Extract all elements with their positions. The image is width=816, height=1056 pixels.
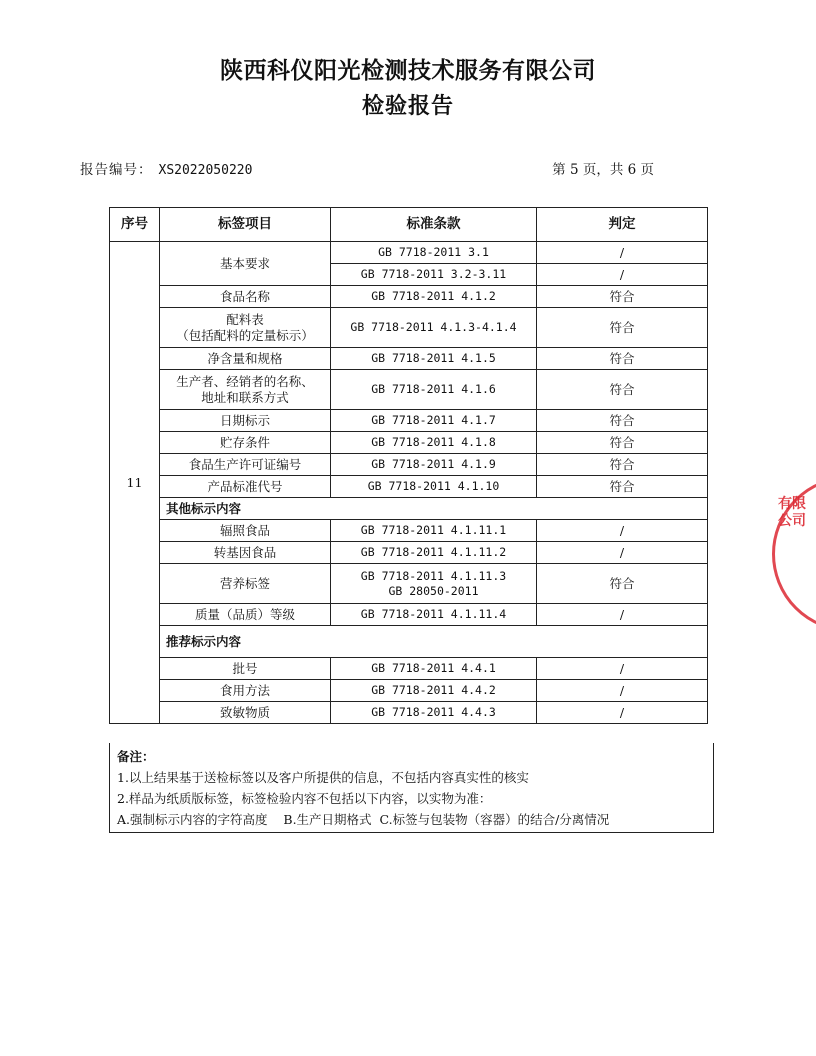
- item-cell: 质量（品质）等级: [160, 604, 331, 626]
- table-row: [110, 242, 708, 264]
- clause-cell: GB 7718-2011 4.1.7: [331, 410, 537, 432]
- report-number-value: XS2022050220: [158, 163, 253, 178]
- company-name: 陕西科仪阳光检测技术服务有限公司: [220, 58, 596, 84]
- item-line: （包括配料的定量标示）: [176, 327, 314, 343]
- judge-cell: /: [537, 264, 708, 286]
- section-title-other: 其他标示内容: [160, 498, 708, 520]
- judge-cell: /: [537, 604, 708, 626]
- item-cell: 基本要求: [160, 242, 331, 286]
- judge-cell: 符合: [537, 564, 708, 604]
- judge-cell: 符合: [537, 476, 708, 498]
- clause-cell: GB 7718-2011 4.1.11.2: [331, 542, 537, 564]
- judge-cell: 符合: [537, 348, 708, 370]
- note-line: 1.以上结果基于送检标签以及客户所提供的信息，不包括内容真实性的核实: [117, 770, 529, 785]
- clause-cell: GB 7718-2011 4.1.9: [331, 454, 537, 476]
- clause-line: GB 28050-2011: [388, 583, 479, 598]
- judge-cell: /: [537, 702, 708, 724]
- note-line: 2.样品为纸质版标签，标签检验内容不包括以下内容，以实物为准：: [117, 791, 492, 806]
- official-seal-text: 有限公司: [778, 496, 806, 529]
- item-cell: 转基因食品: [160, 542, 331, 564]
- clause-cell: GB 7718-2011 4.1.3-4.1.4: [331, 308, 537, 348]
- table-row: [110, 348, 708, 370]
- clause-cell: GB 7718-2011 4.1.11.4: [331, 604, 537, 626]
- section-row-other: [110, 498, 708, 520]
- table-row: [110, 476, 708, 498]
- judge-cell: 符合: [537, 308, 708, 348]
- table-row: [110, 658, 708, 680]
- item-cell: 净含量和规格: [160, 348, 331, 370]
- notes-title: 备注：: [117, 749, 155, 764]
- table-row: [110, 432, 708, 454]
- inspection-table: [109, 207, 708, 724]
- item-cell: 贮存条件: [160, 432, 331, 454]
- clause-cell: GB 7718-2011 4.1.11.1: [331, 520, 537, 542]
- section-title-recommended: 推荐标示内容: [160, 626, 708, 658]
- document-title: 检验报告: [361, 94, 454, 119]
- header-item: 标签项目: [160, 208, 331, 242]
- notes-box: [109, 743, 714, 833]
- judge-cell: /: [537, 242, 708, 264]
- item-cell: [160, 370, 331, 410]
- clause-cell: GB 7718-2011 4.1.5: [331, 348, 537, 370]
- clause-cell: GB 7718-2011 3.2-3.11: [331, 264, 537, 286]
- item-line: 地址和联系方式: [201, 389, 289, 405]
- item-cell: 批号: [160, 658, 331, 680]
- item-cell: 食品生产许可证编号: [160, 454, 331, 476]
- judge-cell: 符合: [537, 454, 708, 476]
- item-cell: [160, 308, 331, 348]
- item-cell: 营养标签: [160, 564, 331, 604]
- clause-line: GB 7718-2011 4.1.11.3: [360, 569, 507, 584]
- item-cell: 食用方法: [160, 680, 331, 702]
- item-cell: 致敏物质: [160, 702, 331, 724]
- clause-cell: GB 7718-2011 4.4.2: [331, 680, 537, 702]
- judge-cell: 符合: [537, 432, 708, 454]
- table-row: [110, 542, 708, 564]
- item-line: 生产者、经销者的名称、: [176, 373, 314, 389]
- clause-cell: GB 7718-2011 4.1.2: [331, 286, 537, 308]
- judge-cell: /: [537, 542, 708, 564]
- table-row: [110, 286, 708, 308]
- note-line: A.强制标示内容的字符高度 B.生产日期格式 C.标签与包装物（容器）的结合/分离情况: [117, 812, 610, 827]
- judge-cell: 符合: [537, 286, 708, 308]
- header-judge: 判定: [537, 208, 708, 242]
- item-line: 配料表: [226, 311, 264, 327]
- item-cell: 辐照食品: [160, 520, 331, 542]
- table-row: [110, 520, 708, 542]
- judge-cell: /: [537, 658, 708, 680]
- table-row: [110, 410, 708, 432]
- clause-cell: [331, 564, 537, 604]
- table-row: [110, 680, 708, 702]
- clause-cell: GB 7718-2011 4.4.1: [331, 658, 537, 680]
- clause-cell: GB 7718-2011 4.1.10: [331, 476, 537, 498]
- table-header-row: [110, 208, 708, 242]
- table-row: [110, 308, 708, 348]
- clause-cell: GB 7718-2011 4.1.6: [331, 370, 537, 410]
- section-row-recommended: [110, 626, 708, 658]
- clause-cell: GB 7718-2011 4.1.8: [331, 432, 537, 454]
- clause-cell: GB 7718-2011 4.4.3: [331, 702, 537, 724]
- table-row: [110, 564, 708, 604]
- page-info: 第 5 页，共 6 页: [552, 162, 654, 178]
- table-row: [110, 702, 708, 724]
- judge-cell: /: [537, 680, 708, 702]
- seq-cell: 11: [110, 242, 160, 724]
- item-cell: 日期标示: [160, 410, 331, 432]
- header-seq: 序号: [110, 208, 160, 242]
- judge-cell: /: [537, 520, 708, 542]
- item-cell: 产品标准代号: [160, 476, 331, 498]
- judge-cell: 符合: [537, 370, 708, 410]
- header-clause: 标准条款: [331, 208, 537, 242]
- table-row: [110, 370, 708, 410]
- clause-cell: GB 7718-2011 3.1: [331, 242, 537, 264]
- judge-cell: 符合: [537, 410, 708, 432]
- table-row: [110, 454, 708, 476]
- table-row: [110, 604, 708, 626]
- report-number-label: 报告编号：: [80, 162, 153, 178]
- item-cell: 食品名称: [160, 286, 331, 308]
- report-number: [80, 158, 252, 178]
